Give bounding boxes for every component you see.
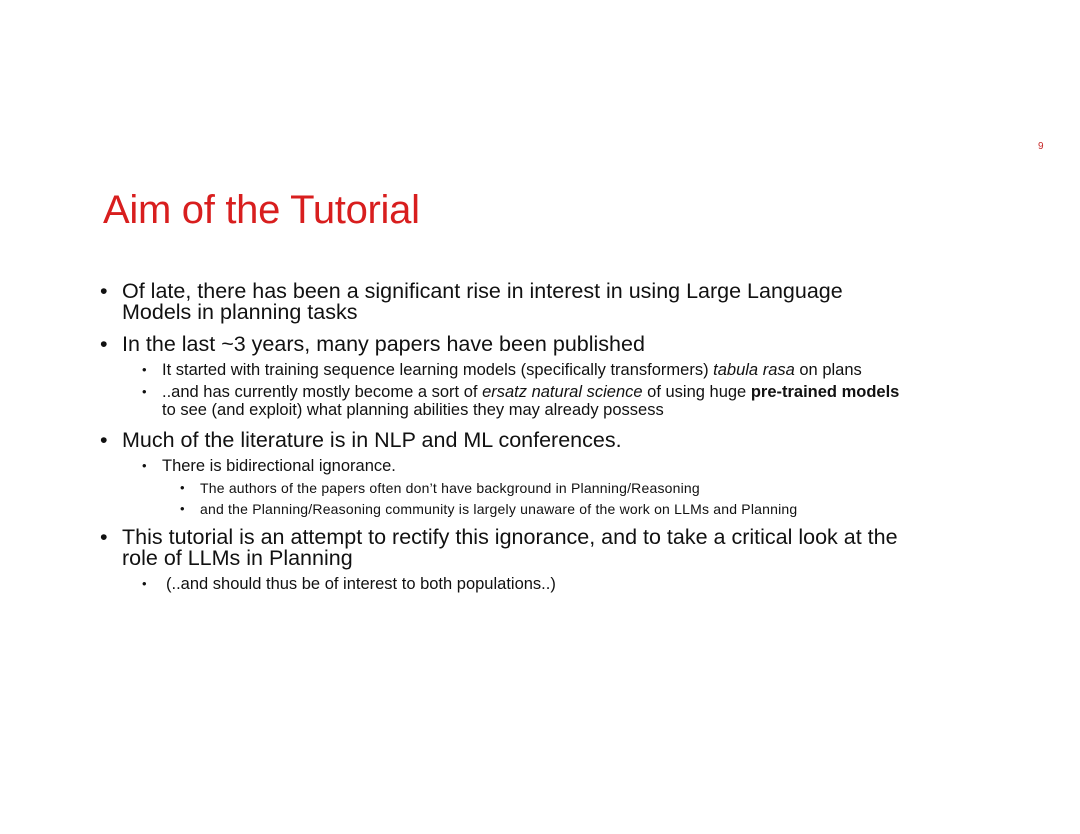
sub-bullet-item <box>142 575 900 593</box>
bullet-list <box>100 281 900 597</box>
bullet-marker: • <box>142 362 147 377</box>
bullet-marker: • <box>142 384 147 399</box>
page-number: 9 <box>1038 141 1044 152</box>
sub-bullet-text-after: to see (and exploit) what planning abilities they may already possess <box>162 401 664 419</box>
bullet-item <box>100 334 900 355</box>
sub-sub-bullet-text: The authors of the papers often don’t have background in Planning/Reasoning <box>200 480 700 496</box>
bullet-marker: • <box>100 525 108 549</box>
bullet-marker: • <box>180 480 185 495</box>
bullet-marker: • <box>142 458 147 473</box>
bullet-text: Of late, there has been a significant rise in interest in using Large Language Models in planning tasks <box>122 279 843 324</box>
slide-title: Aim of the Tutorial <box>103 188 420 232</box>
bullet-text: This tutorial is an attempt to rectify this ignorance, and to take a critical look at the role of LLMs in Planning <box>122 525 898 570</box>
bold-term: pre-trained models <box>750 383 900 401</box>
bullet-item <box>100 430 900 451</box>
sub-bullet-item <box>142 361 900 379</box>
italic-term: ersatz natural science <box>482 383 643 401</box>
sub-bullet-text: (..and should thus be of interest to both populations..) <box>166 575 556 593</box>
sub-bullet-text: There is bidirectional ignorance. <box>162 457 396 475</box>
sub-bullet-item <box>142 457 900 475</box>
sub-sub-bullet-item <box>180 480 900 496</box>
sub-sub-bullet-item <box>180 501 900 517</box>
sub-bullet-item <box>142 383 900 419</box>
bullet-marker: • <box>180 501 185 516</box>
bullet-item <box>100 281 900 323</box>
bullet-marker: • <box>100 279 108 303</box>
italic-term: tabula rasa <box>713 361 795 379</box>
sub-bullet-text: It started with training sequence learning models (specifically transformers) <box>162 361 714 379</box>
bullet-marker: • <box>142 576 147 591</box>
bullet-text: Much of the literature is in NLP and ML conferences. <box>122 428 622 452</box>
sub-sub-bullet-text: and the Planning/Reasoning community is largely unaware of the work on LLMs and Planning <box>200 501 798 517</box>
bullet-item <box>100 527 900 569</box>
bullet-text: In the last ~3 years, many papers have been published <box>122 332 645 356</box>
bullet-marker: • <box>100 428 108 452</box>
sub-bullet-text: ..and has currently mostly become a sort of <box>162 383 483 401</box>
sub-bullet-text-after: on plans <box>794 361 862 379</box>
sub-bullet-text-mid: of using huge <box>642 383 751 401</box>
bullet-marker: • <box>100 332 108 356</box>
